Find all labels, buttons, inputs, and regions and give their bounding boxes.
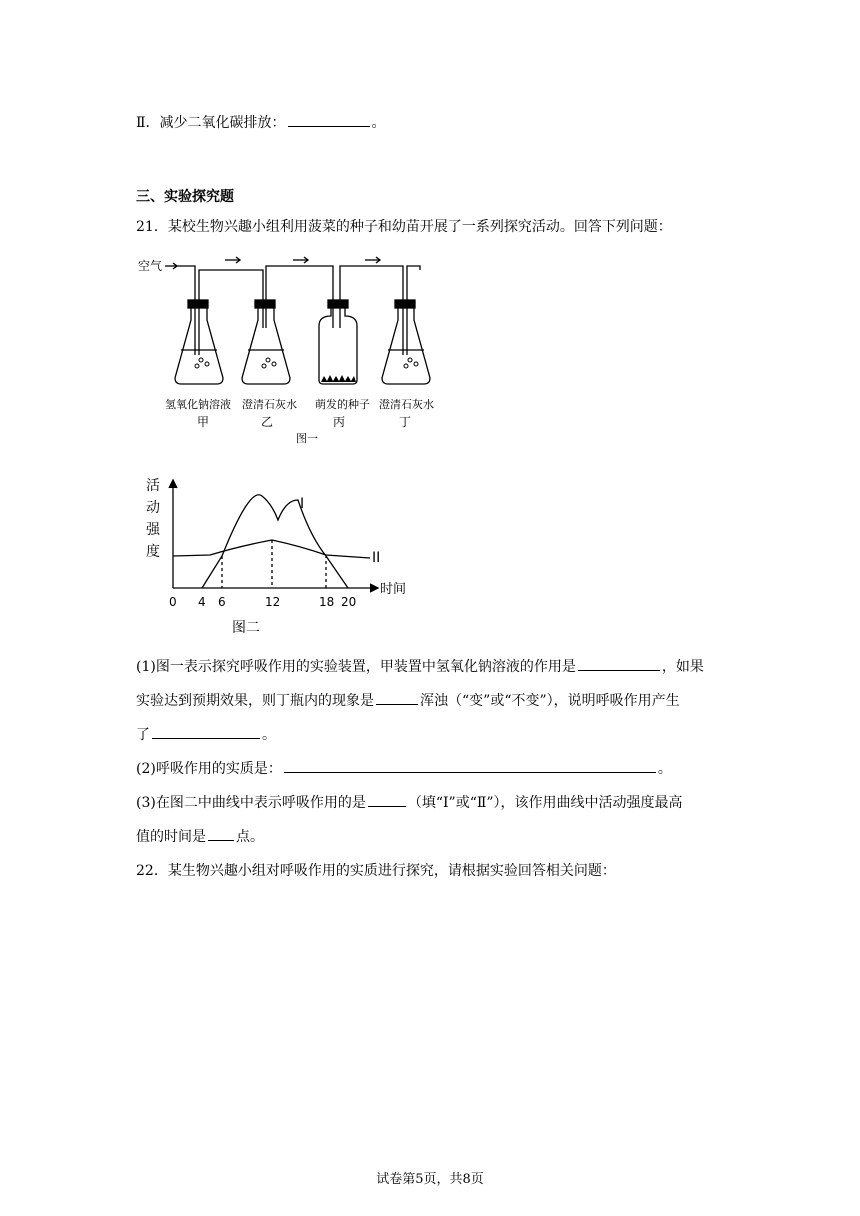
curve-2-label: II [372,550,381,566]
answer-blank[interactable] [376,690,418,705]
q21-sub1-line1 [136,656,704,676]
q20-item2-end: 。 [371,115,386,131]
figure-1-apparatus [135,250,435,455]
bottle-label: 澄清石灰水 [379,398,434,411]
x-tick: 0 [169,595,177,609]
bottle-id: 丁 [399,415,412,429]
figure-2-chart [140,476,440,641]
q21-sub3-text: 值的时间是 [136,829,206,845]
x-tick: 18 [319,595,335,609]
bottle-label: 澄清石灰水 [242,398,297,411]
y-label-char: 强 [146,522,160,538]
q21-sub1-text: 了 [136,727,150,743]
y-label-char: 活 [146,478,160,494]
q22-stem: 22．某生物兴趣小组对呼吸作用的实质进行探究，请根据实验回答相关问题： [136,863,616,879]
q21-sub1-text: 。 [262,727,276,743]
q21-sub2 [136,758,672,778]
y-label-char: 动 [146,500,160,516]
q21-sub1-text: ，如果 [661,659,704,675]
q21-sub3-line1 [136,792,683,812]
bottle-id: 甲 [197,415,210,429]
answer-blank[interactable] [284,758,656,773]
q21-stem: 21．某校生物兴趣小组利用菠菜的种子和幼苗开展了一系列探究活动。回答下列问题： [136,219,672,235]
bottle-label: 萌发的种子 [315,398,370,411]
x-tick: 6 [218,595,226,609]
page-footer: 试卷第5页，共8页 [376,1172,484,1187]
q21-sub1-text: 浑浊（“变”或“不变”），说明呼吸作用产生 [420,693,680,709]
q21-sub3-text: （填“Ⅰ”或“Ⅱ”），该作用曲线中活动强度最高 [407,795,683,811]
curve-1-label: I [300,496,305,512]
x-axis-label: 时间 [380,582,407,597]
x-tick: 20 [341,595,357,609]
answer-blank[interactable] [368,792,406,807]
q21-sub1-text: 实验达到预期效果，则丁瓶内的现象是 [136,693,374,709]
q21-sub3-line2 [136,826,264,846]
answer-blank[interactable] [152,724,260,739]
bottle-id: 丙 [333,415,346,429]
air-label: 空气 [138,259,163,273]
q21-sub3-text: (3)在图二中曲线中表示呼吸作用的是 [136,795,366,811]
bottle-label: 氢氧化钠溶液 [165,398,231,411]
x-tick: 12 [265,595,281,609]
q21-sub1-line3 [136,724,276,744]
q21-sub1-line2 [136,690,680,710]
q21-sub3-text: 点。 [236,829,264,845]
q20-item2-text: Ⅱ．减少二氧化碳排放： [136,115,286,131]
q21-sub2-text: (2)呼吸作用的实质是： [136,761,282,777]
section-title: 三、实验探究题 [136,189,234,205]
q21-sub1-text: (1)图一表示探究呼吸作用的实验装置，甲装置中氢氧化钠溶液的作用是 [136,659,576,675]
figure-1-caption: 图一 [296,432,318,445]
answer-blank[interactable] [288,112,370,127]
x-tick: 4 [198,595,206,609]
figure-2-caption: 图二 [232,620,260,636]
y-label-char: 度 [146,544,160,560]
q20-item2 [136,112,386,132]
q21-sub2-text: 。 [657,761,672,777]
bottle-id: 乙 [261,415,274,429]
answer-blank[interactable] [578,656,660,671]
answer-blank[interactable] [208,826,234,841]
